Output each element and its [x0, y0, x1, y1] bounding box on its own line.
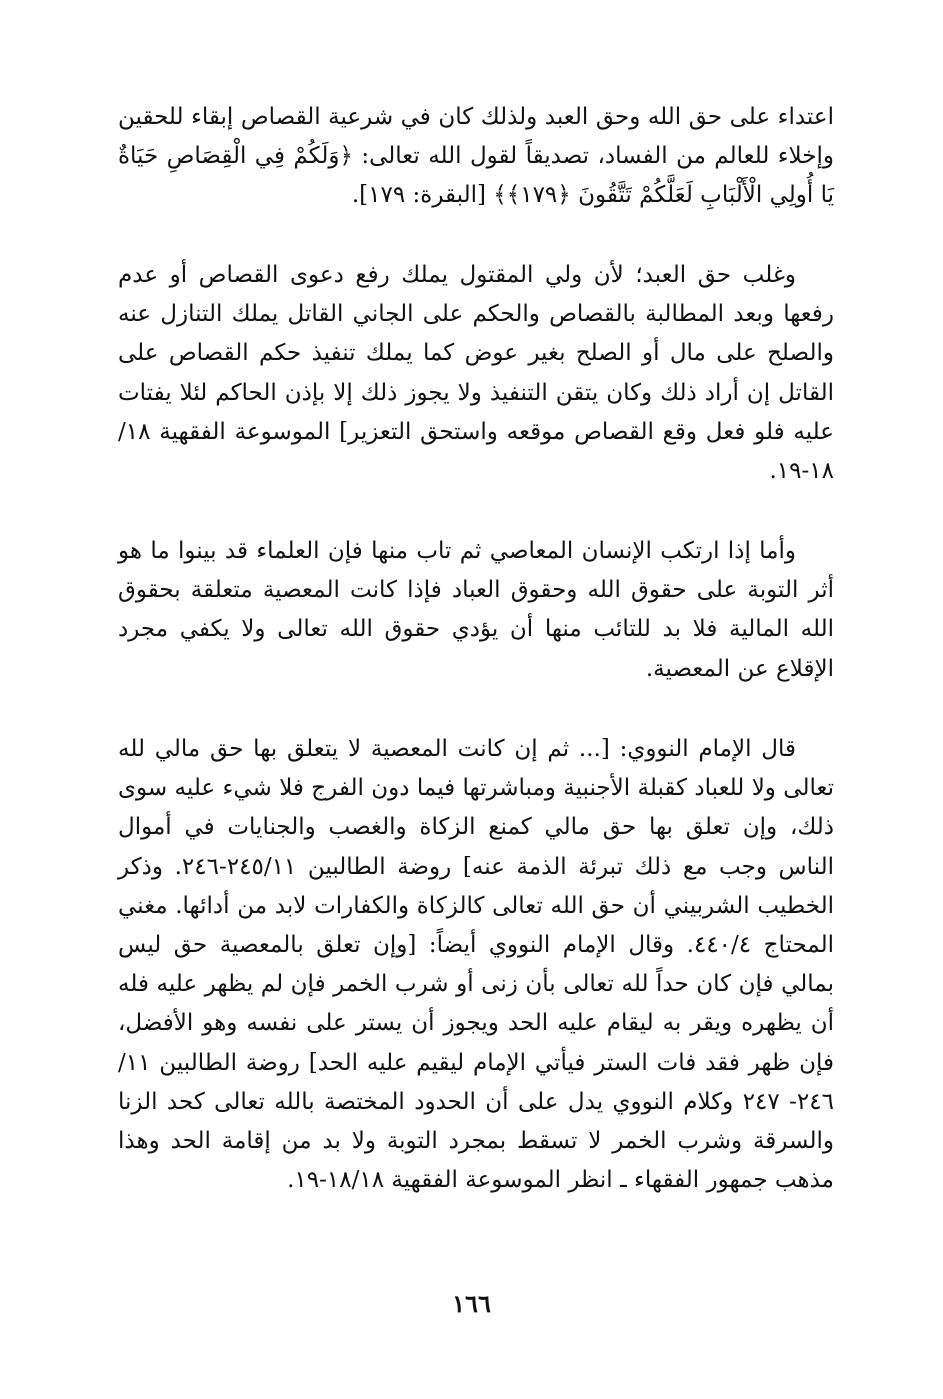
paragraph-2: وغلب حق العبد؛ لأن ولي المقتول يملك رفع دعوى القصاص أو عدم رفعها وبعد المطالبة بالقصاص والحكم على الجاني القاتل يملك التنازل عنه والصلح على مال أو الصلح بغير عوض كما يملك تنفيذ حكم القصاص على القاتل إن أراد ذلك وكان يتقن التنفيذ ولا يجوز ذلك إلا بإذن الحاكم لئلا يفتات عليه فلو فعل وقع القصاص موقعه واستحق التعزير] الموسوعة الفقهية ١٨/ ١٨-١٩. — [118, 262, 834, 485]
paragraph-3: وأما إذا ارتكب الإنسان المعاصي ثم تاب منها فإن العلماء قد بينوا ما هو أثر التوبة على حقوق الله وحقوق العباد فإذا كانت المعصية متعلقة بحقوق الله المالية فلا بد للتائب منها أن يؤدي حقوق الله تعالى ولا يكفي مجرد الإقلاع عن المعصية. — [118, 538, 834, 682]
page-number: ١٦٦ — [452, 1289, 491, 1318]
paragraph-1: اعتداء على حق الله وحق العبد ولذلك كان في شرعية القصاص إبقاء للحقين وإخلاء للعالم من الفساد، تصديقاً لقول الله تعالى: ﴿وَلَكُمْ فِي الْقِصَاصِ حَيَاةٌ يَا أُولِي الْأَلْبَابِ لَعَلَّكُمْ تَتَّقُونَ ﴿١٧٩﴾﴾ [البقرة: ١٧٩]. — [118, 104, 834, 209]
paragraph-4: قال الإمام النووي: [... ثم إن كانت المعصية لا يتعلق بها حق مالي لله تعالى ولا للعباد كقبلة الأجنبية ومباشرتها فيما دون الفرج فلا شيء عليه سوى ذلك، وإن تعلق بها حق مالي كمنع الزكاة والغصب والجنايات في أموال الناس وجب مع ذلك تبرئة الذمة عنه] روضة الطالبين ٢٤٥/١١-٢٤٦. وذكر الخطيب الشربيني أن حق الله تعالى كالزكاة والكفارات لابد من أدائها. مغني المحتاج ٤٤٠/٤. وقال الإمام النووي أيضاً: [وإن تعلق بالمعصية حق ليس بمالي فإن كان حداً لله تعالى بأن زنى أو شرب الخمر فإن لم يظهر عليه فله أن يظهره ويقر به ليقام عليه الحد ويجوز أن يستر على نفسه وهو الأفضل، فإن ظهر فقد فات الستر فيأتي الإمام ليقيم عليه الحد] روضة الطالبين ١١/ ٢٤٦- ٢٤٧ وكلام النووي يدل على أن الحدود المختصة بالله تعالى كحد الزنا والسرقة وشرب الخمر لا تسقط بمجرد التوبة ولا بد من إقامة الحد وهذا مذهب جمهور الفقهاء ـ انظر الموسوعة الفقهية ١٨/١٨-١٩. — [118, 736, 834, 1194]
